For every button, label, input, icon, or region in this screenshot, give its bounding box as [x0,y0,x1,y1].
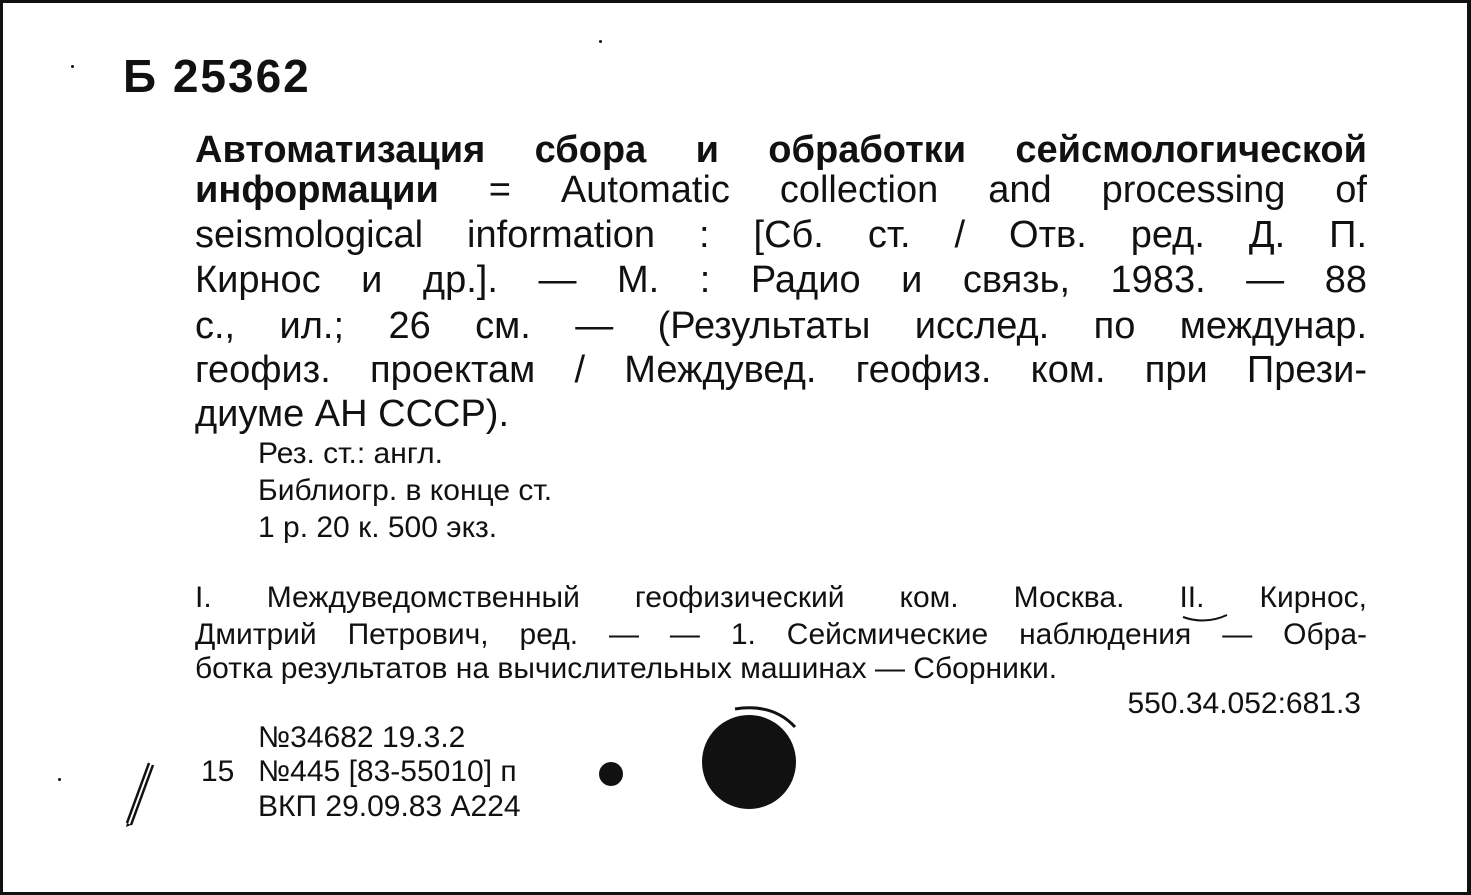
subject-line: I. Междуведомственный геофизический ком. Москва. II. Кирнос, [195,581,1367,614]
note-bibliography: Библиогр. в конце ст. [258,474,553,507]
note-price-print-run: 1 р. 20 к. 500 экз. [258,511,498,544]
accession-line: ВКП 29.09.83 А224 [258,790,521,823]
pencil-mark-icon [121,761,157,827]
title-line: Кирнос и др.]. — М. : Радио и связь, 1983. — 88 [195,259,1367,301]
udc-code: 550.34.052:681.3 [1127,687,1361,720]
speck [58,778,61,781]
title-line: с., ил.; 26 см. — (Результаты исслед. по междунар. [195,305,1367,347]
title-line: seismological information : [Сб. ст. / Отв. ред. Д. П. [195,214,1367,256]
title-line: геофиз. проектам / Междувед. геофиз. ком. при Прези- [195,349,1367,391]
shelf-mark: Б 25362 [123,50,311,102]
subject-line: Дмитрий Петрович, ред. — — 1. Сейсмические наблюдения — Обра- [195,618,1367,651]
punched-hole [702,715,796,809]
underline-mark [1181,611,1229,623]
title-line: диуме АН СССР). [195,393,510,435]
title-line: информации = Automatic collection and processing of [195,169,1367,211]
speck [599,40,602,43]
accession-number-prefix: 15 [201,755,235,788]
accession-line: №445 [83-55010] п [258,755,517,788]
subject-line: ботка результатов на вычислительных машинах — Сборники. [195,652,1058,685]
speck [71,65,74,68]
copyright-icon [599,762,623,786]
note-summary-language: Рез. ст.: англ. [258,437,443,470]
accession-line: №34682 19.3.2 [258,721,466,754]
title-line: Автоматизация сбора и обработки сейсмологической [195,129,1367,171]
